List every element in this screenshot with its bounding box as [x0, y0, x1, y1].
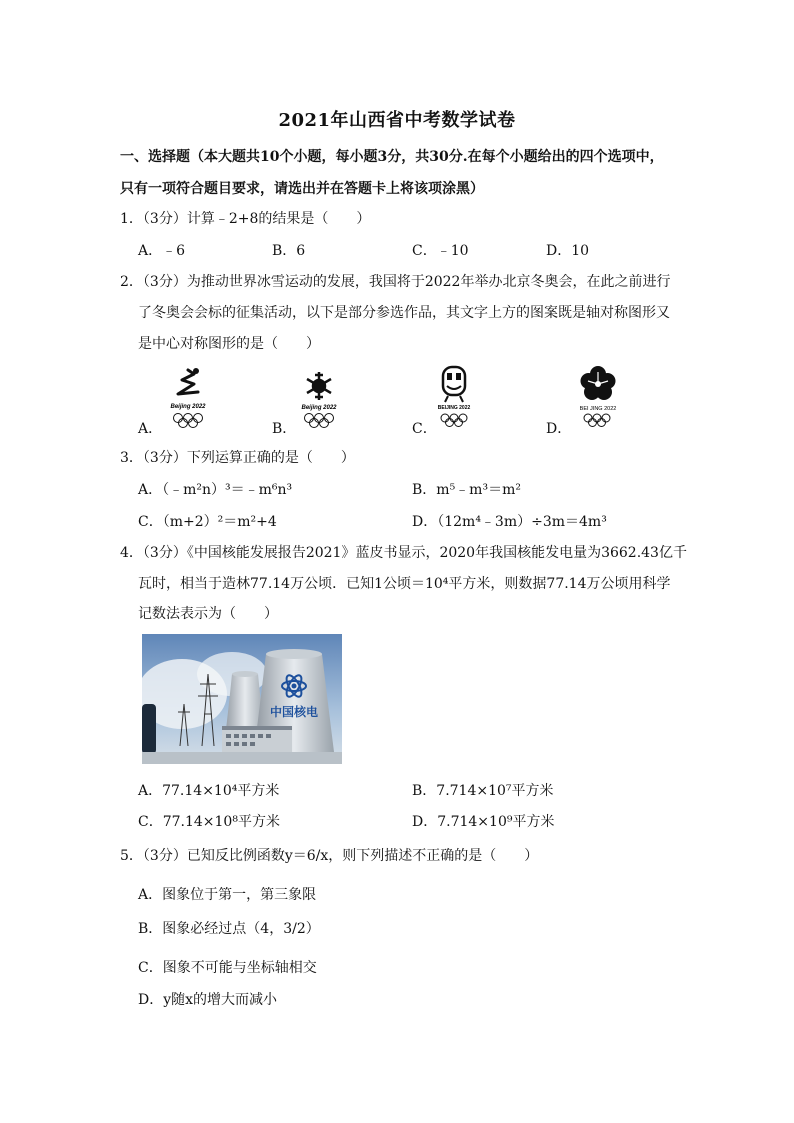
q4-option-c: C．77.14×10⁸平方米 — [138, 814, 280, 830]
q2-option-d-label: D． — [546, 421, 572, 437]
question-3-stem: 3．（3分）下列运算正确的是（ ） — [120, 450, 355, 466]
q5-option-b: B．图象必经过点（4，3/2） — [138, 921, 320, 937]
q3-option-a: A．（﹣m²n）³＝﹣m⁶n³ — [138, 482, 293, 498]
logo-b-snowflake-emblem — [296, 368, 342, 428]
question-1-stem: 1．（3分）计算﹣2+8的结果是（ ） — [120, 211, 371, 227]
q1-option-a: A．﹣6 — [138, 243, 186, 259]
q2-option-c-label: C． — [412, 421, 437, 437]
question-2-line3: 是中心对称图形的是（ ） — [138, 336, 320, 352]
logo-d-text: BEI JING 2022 — [579, 406, 617, 412]
q3-option-b: B．m⁵﹣m³＝m² — [412, 482, 521, 498]
q4-option-a: A．77.14×10⁴平方米 — [138, 783, 280, 799]
section-heading-line2: 只有一项符合题目要求，请选出并在答题卡上将该项涂黑） — [120, 181, 484, 197]
q5-option-c: C．图象不可能与坐标轴相交 — [138, 960, 317, 976]
question-2-line2: 了冬奥会会标的征集活动，以下是部分参选作品，其文字上方的图案既是轴对称图形又 — [138, 305, 670, 321]
q3-option-d: D．（12m⁴﹣3m）÷3m＝4m³ — [412, 514, 607, 530]
q4-option-b: B．7.714×10⁷平方米 — [412, 783, 554, 799]
q5-option-a: A．图象位于第一，第三象限 — [138, 887, 317, 903]
logo-c-mask-emblem — [436, 364, 472, 428]
question-4-line1: 4．（3分）《中国核能发展报告2021》蓝皮书显示，2020年我国核能发电量为3662.43亿千 — [120, 545, 687, 561]
q4-option-d: D．7.714×10⁹平方米 — [412, 814, 555, 830]
logo-c-text: BEIJING 2022 — [437, 405, 471, 411]
question-5-stem: 5．（3分）已知反比例函数y＝6/x，则下列描述不正确的是（ ） — [120, 848, 539, 864]
q1-option-b: B．6 — [272, 243, 306, 259]
photo-label: 中国核电 — [269, 705, 319, 719]
q2-option-a-label: A． — [138, 421, 163, 437]
question-4-line2: 瓦时，相当于造林77.14万公顷．已知1公顷＝10⁴平方米，则数据77.14万公顷用科学 — [138, 576, 671, 592]
q1-option-c: C．﹣10 — [412, 243, 469, 259]
nuclear-plant-photo — [142, 634, 342, 764]
logo-a-text: Beijing 2022 — [170, 404, 206, 410]
logo-b-text: Beijing 2022 — [301, 405, 337, 411]
question-4-line3: 记数法表示为（ ） — [138, 606, 278, 622]
page-title: 2021年山西省中考数学试卷 — [278, 110, 516, 131]
q2-option-b-label: B． — [272, 421, 297, 437]
q1-option-d: D．10 — [546, 243, 590, 259]
logo-d-flower-emblem — [572, 364, 624, 428]
q5-option-d: D．y随x的增大而减小 — [138, 992, 278, 1008]
logo-a-skier-emblem — [164, 366, 212, 428]
q3-option-c: C．（m+2）²＝m²+4 — [138, 514, 277, 530]
question-2-line1: 2．（3分）为推动世界冰雪运动的发展，我国将于2022年举办北京冬奥会，在此之前进行 — [120, 274, 671, 290]
section-heading-line1: 一、选择题（本大题共10个小题，每小题3分，共30分.在每个小题给出的四个选项中， — [120, 149, 664, 165]
